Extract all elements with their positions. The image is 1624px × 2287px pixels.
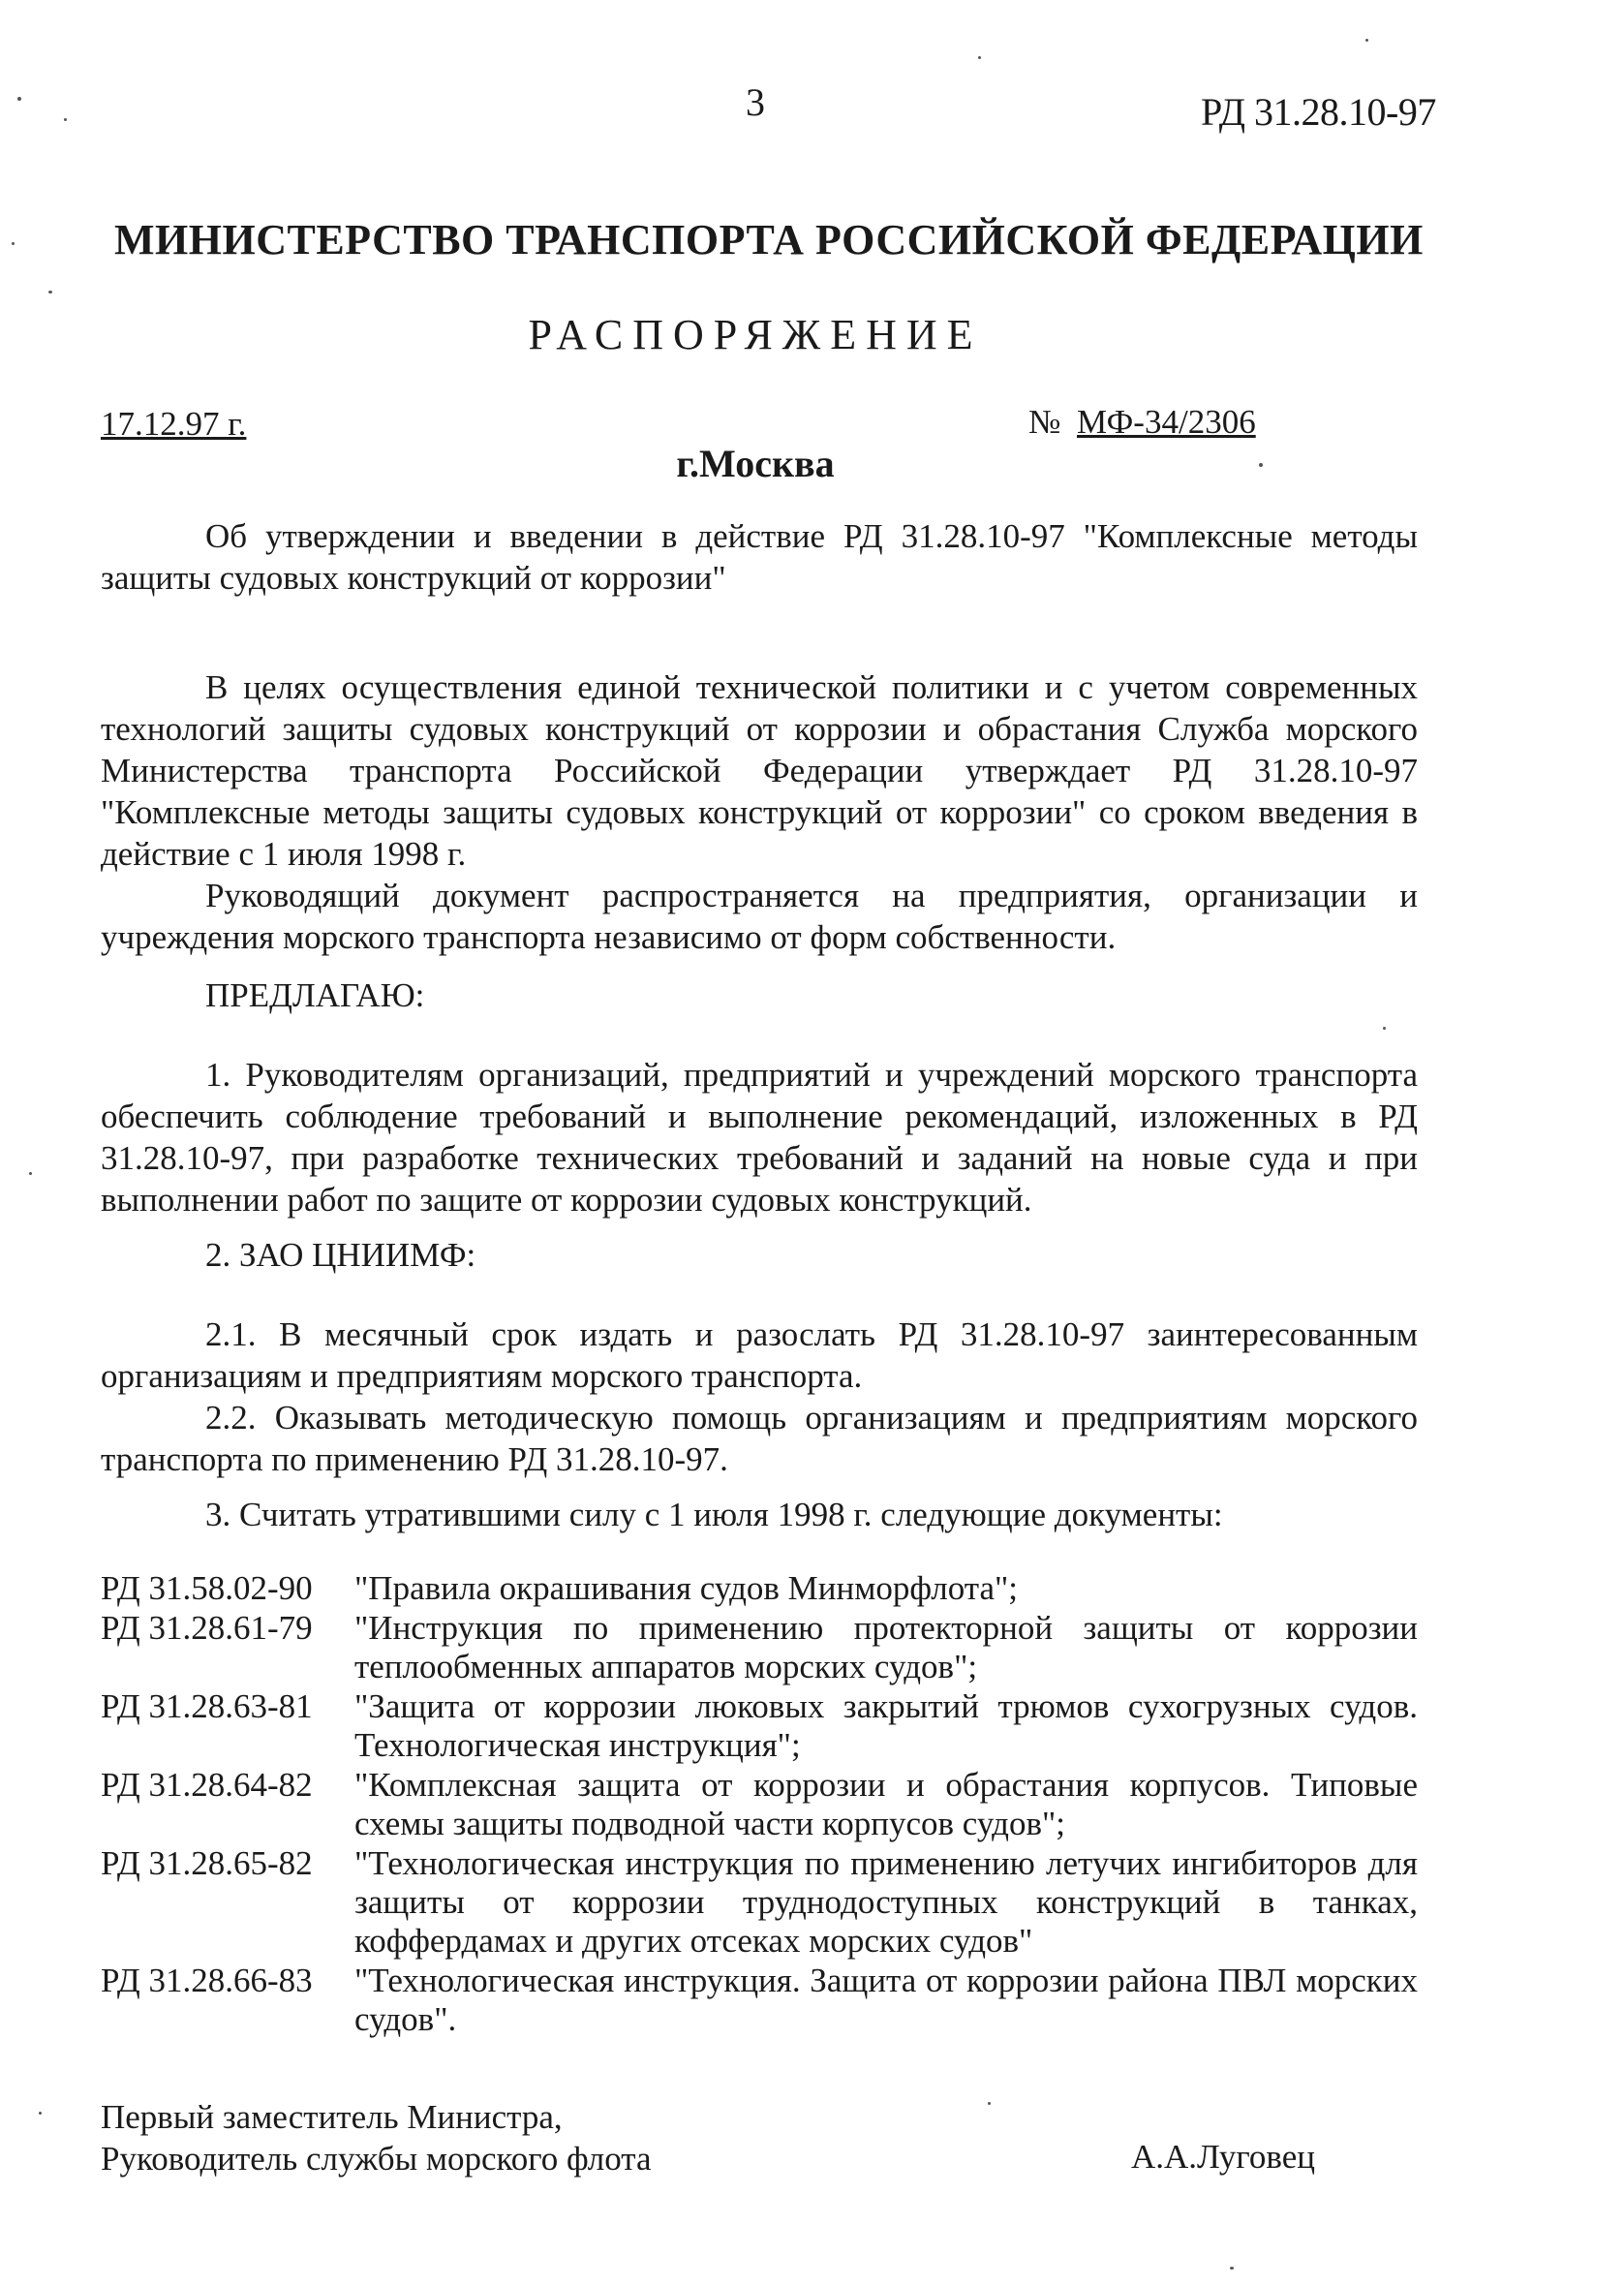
list-item bbox=[101, 1569, 1418, 1608]
list-item bbox=[101, 1766, 1418, 1843]
order-item-1 bbox=[101, 1054, 1418, 1221]
repealed-doc-title: "Технологическая инструкция. Защита от коррозии района ПВЛ морских судов". bbox=[354, 1962, 1418, 2038]
preamble bbox=[101, 666, 1418, 958]
preamble-paragraph: Руководящий документ распространяется на предприятия, организации и учреждения морского транспорта независимо от форм собственности. bbox=[101, 877, 1418, 956]
list-item bbox=[101, 1962, 1418, 2039]
repealed-doc-title: "Инструкция по применению протекторной защиты от коррозии теплообменных аппаратов морских судов"; bbox=[354, 1609, 1418, 1685]
list-item bbox=[101, 1609, 1418, 1686]
repealed-doc-code: РД 31.28.61-79 bbox=[101, 1609, 313, 1647]
order-item-3: 3. Считать утратившими силу с 1 июля 1998 г. следующие документы: bbox=[205, 1496, 1223, 1533]
order-number-label: № bbox=[1028, 403, 1061, 441]
repealed-doc-title: "Правила окрашивания судов Минморфлота"; bbox=[354, 1569, 1018, 1607]
document-type-heading: РАСПОРЯЖЕНИЕ bbox=[528, 311, 983, 358]
repealed-documents-list bbox=[101, 1569, 1418, 2040]
repealed-doc-code: РД 31.28.66-83 bbox=[101, 1962, 313, 1999]
subject-text: Об утверждении и введении в действие РД 31.28.10-97 "Комплексные методы защиты судовых конструкций от коррозии" bbox=[101, 517, 1418, 597]
repealed-doc-code: РД 31.28.63-81 bbox=[101, 1687, 313, 1725]
repealed-doc-code: РД 31.28.65-82 bbox=[101, 1844, 313, 1882]
page-number: 3 bbox=[746, 80, 765, 124]
city: г.Москва bbox=[676, 442, 835, 485]
order-subject bbox=[101, 515, 1418, 599]
order-item-2-heading: 2. ЗАО ЦНИИМФ: bbox=[205, 1236, 476, 1274]
repealed-doc-code: РД 31.58.02-90 bbox=[101, 1569, 313, 1607]
order-item-2-subitems bbox=[101, 1313, 1418, 1480]
order-subitem-text: 2.2. Оказывать методическую помощь организациям и предприятиям морского транспорта по применению РД 31.28.10-97. bbox=[101, 1399, 1418, 1478]
order-item-text: 1. Руководителям организаций, предприятий и учреждений морского транспорта обеспечить соблюдение требований и выполнение рекомендаций, изложенных в РД 31.28.10-97, при разработке технических требований и заданий на новые суда и при выполнении работ по защите от коррозии судовых конструкций. bbox=[101, 1056, 1418, 1219]
repealed-doc-code: РД 31.28.64-82 bbox=[101, 1766, 313, 1804]
preamble-paragraph: В целях осуществления единой технической политики и с учетом современных технологий защиты судовых конструкций от коррозии и обрастания Служба морского Министерства транспорта Российской Федерации утверждает РД 31.28.10-97 "Комплексные методы защиты судовых конструкций от коррозии" со сроком введения в действие с 1 июля 1998 г. bbox=[101, 668, 1418, 873]
list-item bbox=[101, 1844, 1418, 1961]
ministry-heading: МИНИСТЕРСТВО ТРАНСПОРТА РОССИЙСКОЙ ФЕДЕРАЦИИ bbox=[114, 216, 1424, 263]
order-number: МФ-34/2306 bbox=[1077, 403, 1256, 441]
signatory-title-line: Руководитель службы морского флота bbox=[101, 2140, 652, 2178]
order-date: 17.12.97 г. bbox=[101, 405, 247, 443]
document-code: РД 31.28.10-97 bbox=[1201, 90, 1436, 134]
repealed-doc-title: "Комплексная защита от коррозии и обрастания корпусов. Типовые схемы защиты подводной части корпусов судов"; bbox=[354, 1766, 1418, 1842]
signatory-name: А.А.Луговец bbox=[1131, 2138, 1315, 2176]
signatory-title-line: Первый заместитель Министра, bbox=[101, 2098, 563, 2136]
order-subitem-text: 2.1. В месячный срок издать и разослать РД 31.28.10-97 заинтересованным организациям и предприятиям морского транспорта. bbox=[101, 1315, 1418, 1395]
propose-heading: ПРЕДЛАГАЮ: bbox=[205, 976, 425, 1014]
repealed-doc-title: "Защита от коррозии люковых закрытий трюмов сухогрузных судов. Технологическая инструкция"; bbox=[354, 1687, 1418, 1764]
repealed-doc-title: "Технологическая инструкция по применению летучих ингибиторов для защиты от коррозии труднодоступных конструкций в танках, коффердамах и других отсеках морских судов" bbox=[354, 1844, 1418, 1960]
list-item bbox=[101, 1687, 1418, 1765]
